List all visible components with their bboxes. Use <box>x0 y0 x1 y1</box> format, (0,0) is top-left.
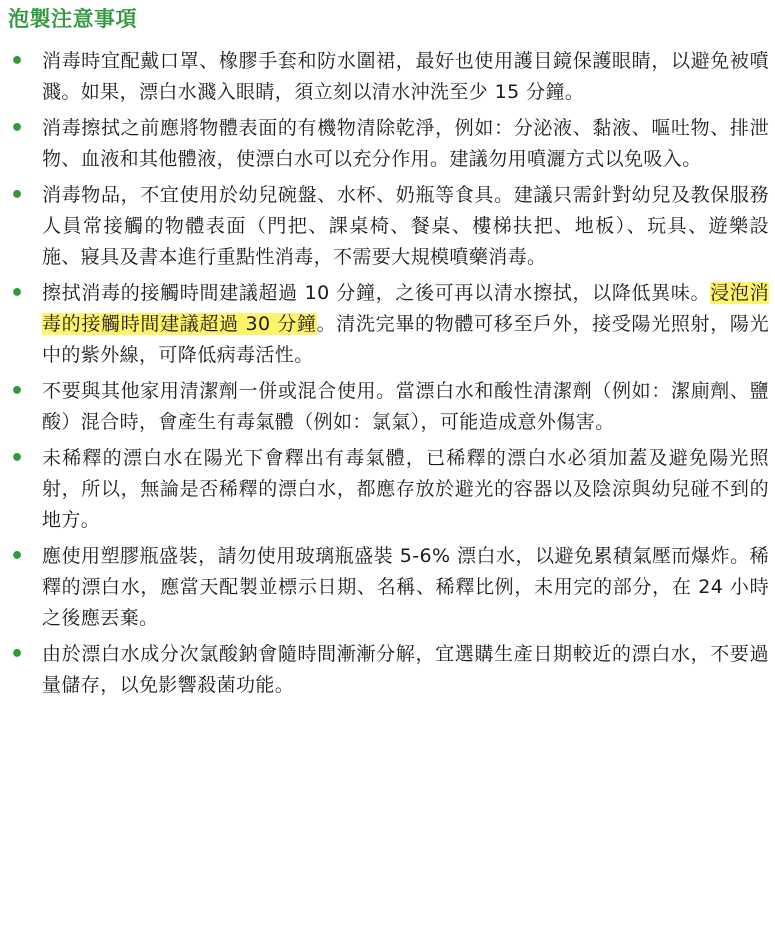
bullet-dot-icon: • <box>10 641 25 667</box>
list-item-text: 消毒擦拭之前應將物體表面的有機物清除乾淨，例如：分泌液、黏液、嘔吐物、排泄物、血液和其他體液，使漂白水可以充分作用。建議勿用噴灑方式以免吸入。 <box>42 116 769 171</box>
list-item <box>8 278 769 372</box>
bullet-dot-icon: • <box>10 378 25 404</box>
list-item <box>8 46 769 109</box>
highlighted-text: 浸泡消毒的接觸時間建議超過 30 分鐘 <box>42 281 769 335</box>
list-item <box>8 639 769 702</box>
list-item-text: 不要與其他家用清潔劑一併或混合使用。當漂白水和酸性清潔劑（例如：潔廁劑、鹽酸）混合時，會產生有毒氣體（例如：氯氣），可能造成意外傷害。 <box>42 379 769 434</box>
bullet-dot-icon: • <box>10 543 25 569</box>
list-item-text: 未稀釋的漂白水在陽光下會釋出有毒氣體，已稀釋的漂白水必須加蓋及避免陽光照射，所以，無論是否稀釋的漂白水，都應存放於避光的容器以及陰涼與幼兒碰不到的地方。 <box>42 446 769 532</box>
bullet-dot-icon: • <box>10 115 25 141</box>
section-heading: 泡製注意事項 <box>8 7 137 31</box>
list-item-text-after: 。清洗完畢的物體可移至戶外，接受陽光照射，陽光中的紫外線，可降低病毒活性。 <box>42 312 769 367</box>
list-item <box>8 443 769 537</box>
bullet-dot-icon: • <box>10 445 25 471</box>
bullet-dot-icon: • <box>10 49 25 74</box>
list-item-text: 應使用塑膠瓶盛裝，請勿使用玻璃瓶盛裝 5-6% 漂白水，以避免累積氣壓而爆炸。稀釋的漂白水，應當天配製並標示日期、名稱、稀釋比例，未用完的部分，在 24 小時之後應丟棄。 <box>42 544 769 630</box>
bullet-dot-icon: • <box>10 182 25 208</box>
list-item <box>8 376 769 439</box>
list-item-text: 消毒物品，不宜使用於幼兒碗盤、水杯、奶瓶等食具。建議只需針對幼兒及教保服務人員常接觸的物體表面（門把、課桌椅、餐桌、樓梯扶把、地板）、玩具、遊樂設施、寢具及書本進行重點性消毒，不需要大規模噴藥消毒。 <box>42 183 769 269</box>
list-item-text: 由於漂白水成分次氯酸鈉會隨時間漸漸分解，宜選購生產日期較近的漂白水，不要過量儲存，以免影響殺菌功能。 <box>42 642 769 696</box>
bullet-dot-icon: • <box>10 280 25 306</box>
list-item <box>8 541 769 635</box>
list-item-text: 消毒時宜配戴口罩、橡膠手套和防水圍裙，最好也使用護目鏡保護眼睛，以避免被噴濺。如果，漂白水濺入眼睛，須立刻以清水沖洗至少 15 分鐘。 <box>42 50 769 104</box>
list-item <box>8 180 769 274</box>
list-item-text-before: 擦拭消毒的接觸時間建議超過 10 分鐘，之後可再以清水擦拭，以降低異味。 <box>42 281 711 304</box>
precautions-list <box>8 46 769 701</box>
list-item <box>8 113 769 176</box>
